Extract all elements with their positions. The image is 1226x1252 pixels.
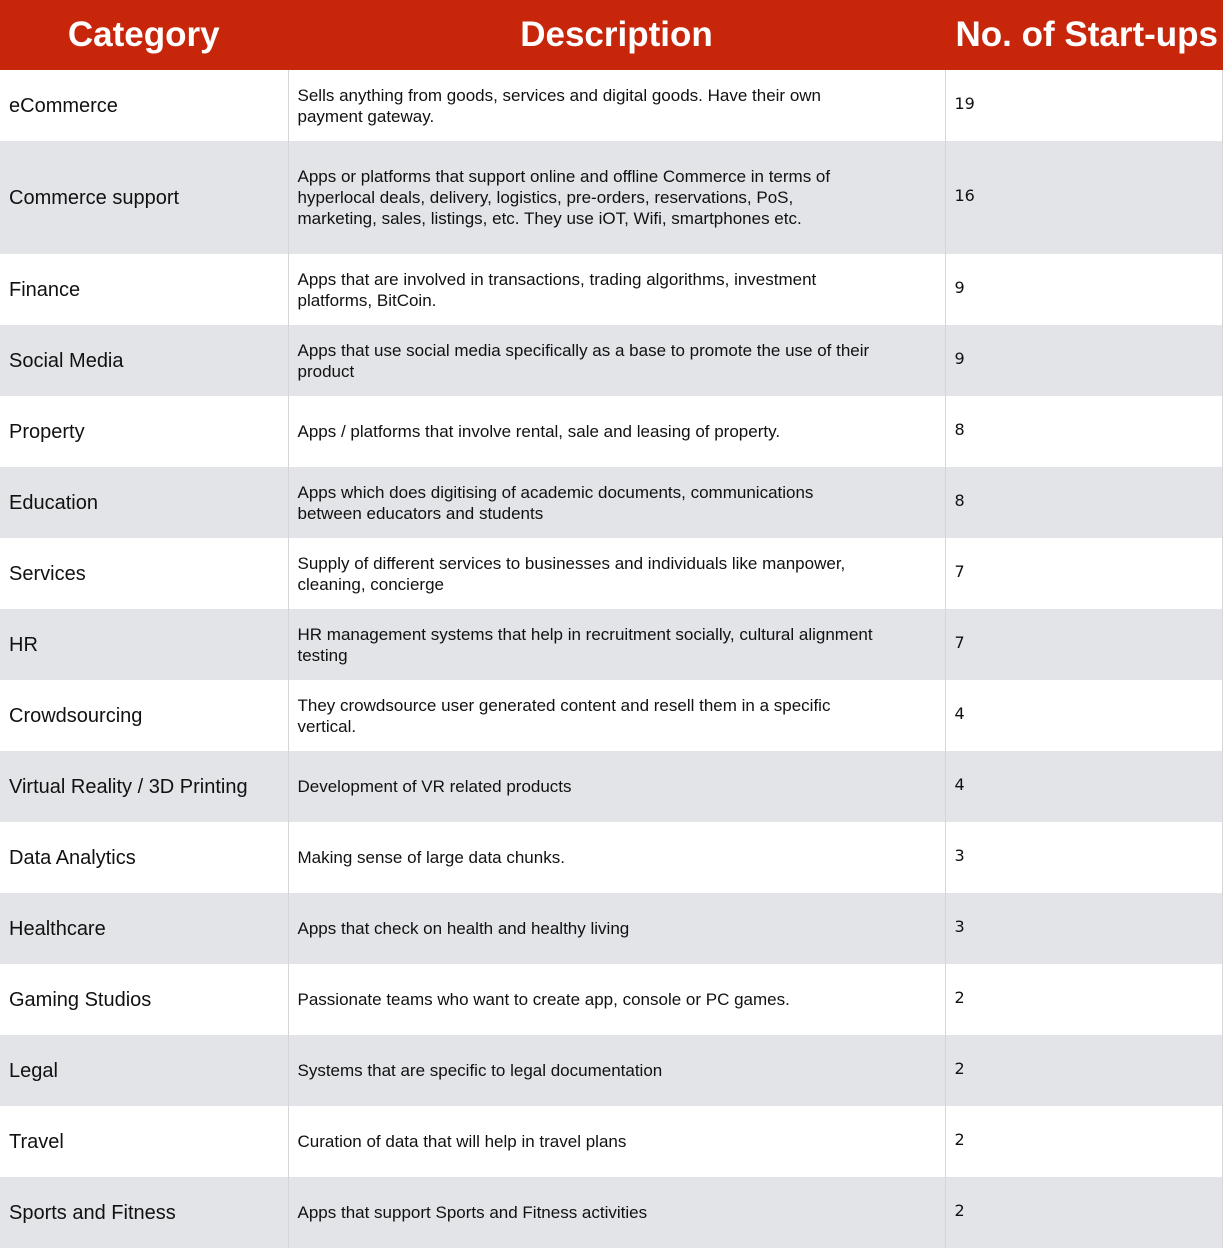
table-row — [0, 467, 1222, 538]
count-cell: 8 — [945, 467, 1222, 538]
count-cell: 9 — [945, 325, 1222, 396]
description-cell: Supply of different services to businesses and individuals like manpower, cleaning, concierge — [288, 538, 945, 609]
description-cell: Apps or platforms that support online and offline Commerce in terms of hyperlocal deals, delivery, logistics, pre-orders, reservations, PoS, marketing, sales, listings, etc. They use iOT, Wifi, smartphones etc. — [288, 141, 945, 254]
count-cell: 4 — [945, 751, 1222, 822]
table-row — [0, 609, 1222, 680]
description-cell: Apps which does digitising of academic documents, communications between educators and students — [288, 467, 945, 538]
category-cell: Property — [0, 396, 288, 467]
table-row — [0, 680, 1222, 751]
category-cell: Services — [0, 538, 288, 609]
category-cell: Legal — [0, 1035, 288, 1106]
count-cell: 3 — [945, 822, 1222, 893]
table-header-row — [0, 0, 1222, 70]
count-cell: 2 — [945, 1106, 1222, 1177]
description-cell: HR management systems that help in recruitment socially, cultural alignment testing — [288, 609, 945, 680]
count-cell: 7 — [945, 609, 1222, 680]
table-row — [0, 141, 1222, 254]
description-cell: Curation of data that will help in travel plans — [288, 1106, 945, 1177]
description-cell: Development of VR related products — [288, 751, 945, 822]
description-cell: Systems that are specific to legal documentation — [288, 1035, 945, 1106]
category-cell: Sports and Fitness — [0, 1177, 288, 1248]
table-row — [0, 325, 1222, 396]
count-cell: 19 — [945, 70, 1222, 141]
description-cell: Apps / platforms that involve rental, sale and leasing of property. — [288, 396, 945, 467]
description-cell: Apps that check on health and healthy living — [288, 893, 945, 964]
category-cell: Travel — [0, 1106, 288, 1177]
table-row — [0, 893, 1222, 964]
count-cell: 3 — [945, 893, 1222, 964]
header-description: Description — [288, 0, 945, 70]
count-cell: 8 — [945, 396, 1222, 467]
category-cell: Healthcare — [0, 893, 288, 964]
table-row — [0, 1106, 1222, 1177]
table-row — [0, 254, 1222, 325]
table-row — [0, 396, 1222, 467]
table-row — [0, 751, 1222, 822]
count-cell: 2 — [945, 964, 1222, 1035]
table-row — [0, 538, 1222, 609]
header-category: Category — [0, 0, 288, 70]
category-cell: eCommerce — [0, 70, 288, 141]
category-cell: Gaming Studios — [0, 964, 288, 1035]
table-row — [0, 70, 1222, 141]
description-cell: They crowdsource user generated content and resell them in a specific vertical. — [288, 680, 945, 751]
description-cell: Apps that are involved in transactions, trading algorithms, investment platforms, BitCoin. — [288, 254, 945, 325]
count-cell: 9 — [945, 254, 1222, 325]
description-cell: Sells anything from goods, services and digital goods. Have their own payment gateway. — [288, 70, 945, 141]
table-row — [0, 1035, 1222, 1106]
category-cell: Crowdsourcing — [0, 680, 288, 751]
description-cell: Passionate teams who want to create app, console or PC games. — [288, 964, 945, 1035]
table-row — [0, 822, 1222, 893]
count-cell: 16 — [945, 141, 1222, 254]
category-cell: Education — [0, 467, 288, 538]
count-cell: 7 — [945, 538, 1222, 609]
table-row — [0, 1177, 1222, 1248]
count-cell: 2 — [945, 1035, 1222, 1106]
category-cell: Finance — [0, 254, 288, 325]
category-cell: Commerce support — [0, 141, 288, 254]
count-cell: 2 — [945, 1177, 1222, 1248]
category-cell: Virtual Reality / 3D Printing — [0, 751, 288, 822]
description-cell: Making sense of large data chunks. — [288, 822, 945, 893]
table-row — [0, 964, 1222, 1035]
description-cell: Apps that support Sports and Fitness activities — [288, 1177, 945, 1248]
description-cell: Apps that use social media specifically as a base to promote the use of their product — [288, 325, 945, 396]
category-cell: Data Analytics — [0, 822, 288, 893]
count-cell: 4 — [945, 680, 1222, 751]
category-cell: Social Media — [0, 325, 288, 396]
header-count: No. of Start-ups — [945, 0, 1222, 70]
category-cell: HR — [0, 609, 288, 680]
